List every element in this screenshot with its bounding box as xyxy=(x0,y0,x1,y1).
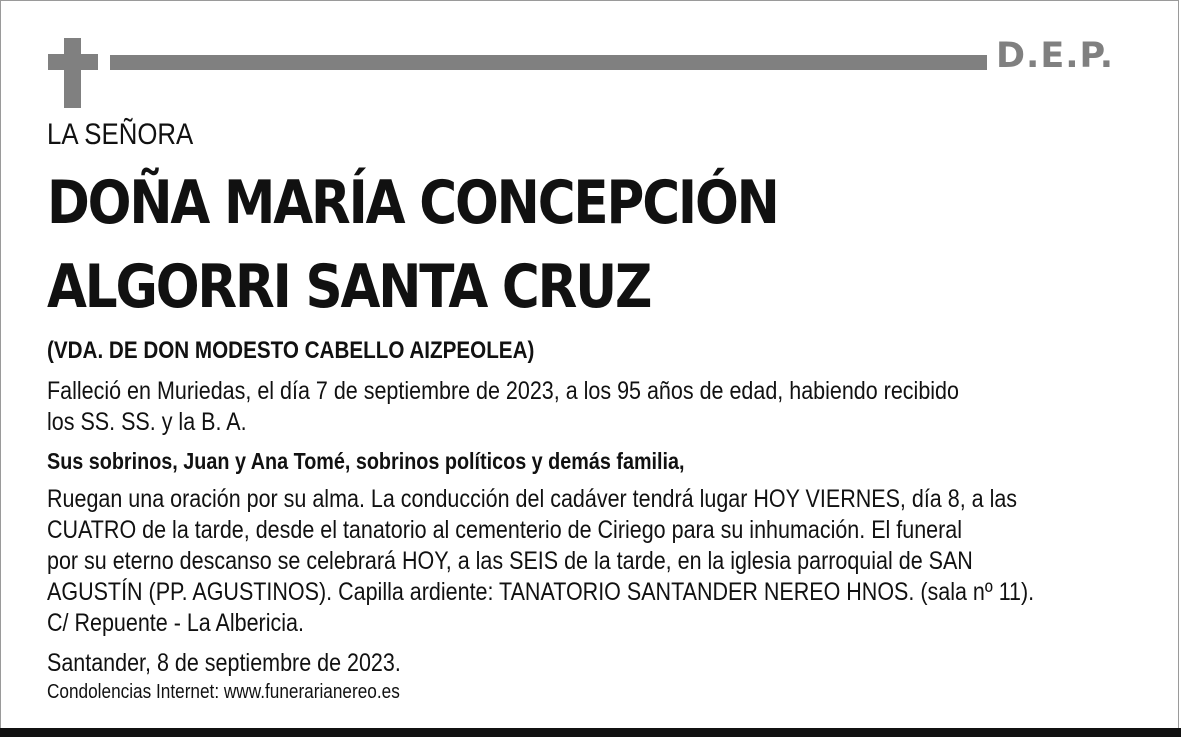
funeral-line: por su eterno descanso se celebrará HOY, a las SEIS de la tarde, en la iglesia parroquial de SAN xyxy=(47,547,973,575)
funeral-line: CUATRO de la tarde, desde el tanatorio al cementerio de Ciriego para su inhumación. El funeral xyxy=(47,516,963,544)
header-rule xyxy=(110,55,987,70)
place-date: Santander, 8 de septiembre de 2023. xyxy=(47,649,401,677)
funeral-line: Ruegan una oración por su alma. La conducción del cadáver tendrá lugar HOY VIERNES, día 8, a las xyxy=(47,485,1018,513)
death-line: los SS. SS. y la B. A. xyxy=(47,408,247,436)
condolences-link[interactable]: Condolencias Internet: www.funerarianereo.es xyxy=(47,681,400,703)
widow-of: (VDA. DE DON MODESTO CABELLO AIZPEOLEA) xyxy=(47,337,535,364)
family-line: Sus sobrinos, Juan y Ana Tomé, sobrinos políticos y demás familia, xyxy=(47,448,685,474)
funeral-line: AGUSTÍN (PP. AGUSTINOS). Capilla ardiente: TANATORIO SANTANDER NEREO HNOS. (sala nº 11). xyxy=(47,578,1035,606)
death-line: Falleció en Muriedas, el día 7 de septiembre de 2023, a los 95 años de edad, habiendo recibido xyxy=(47,377,959,405)
funeral-line: C/ Repuente - La Albericia. xyxy=(47,609,304,637)
dep-label: D.E.P. xyxy=(996,36,1115,76)
honorific: LA SEÑORA xyxy=(47,118,194,151)
cross-horizontal-bar xyxy=(48,54,98,70)
cross-vertical-bar xyxy=(64,38,81,108)
deceased-name-line-2: ALGORRI SANTA CRUZ xyxy=(47,252,651,322)
death-paragraph xyxy=(47,376,1131,438)
bottom-bar xyxy=(0,728,1181,737)
funeral-paragraph xyxy=(47,484,1131,639)
deceased-name-line-1: DOÑA MARÍA CONCEPCIÓN xyxy=(47,168,778,238)
